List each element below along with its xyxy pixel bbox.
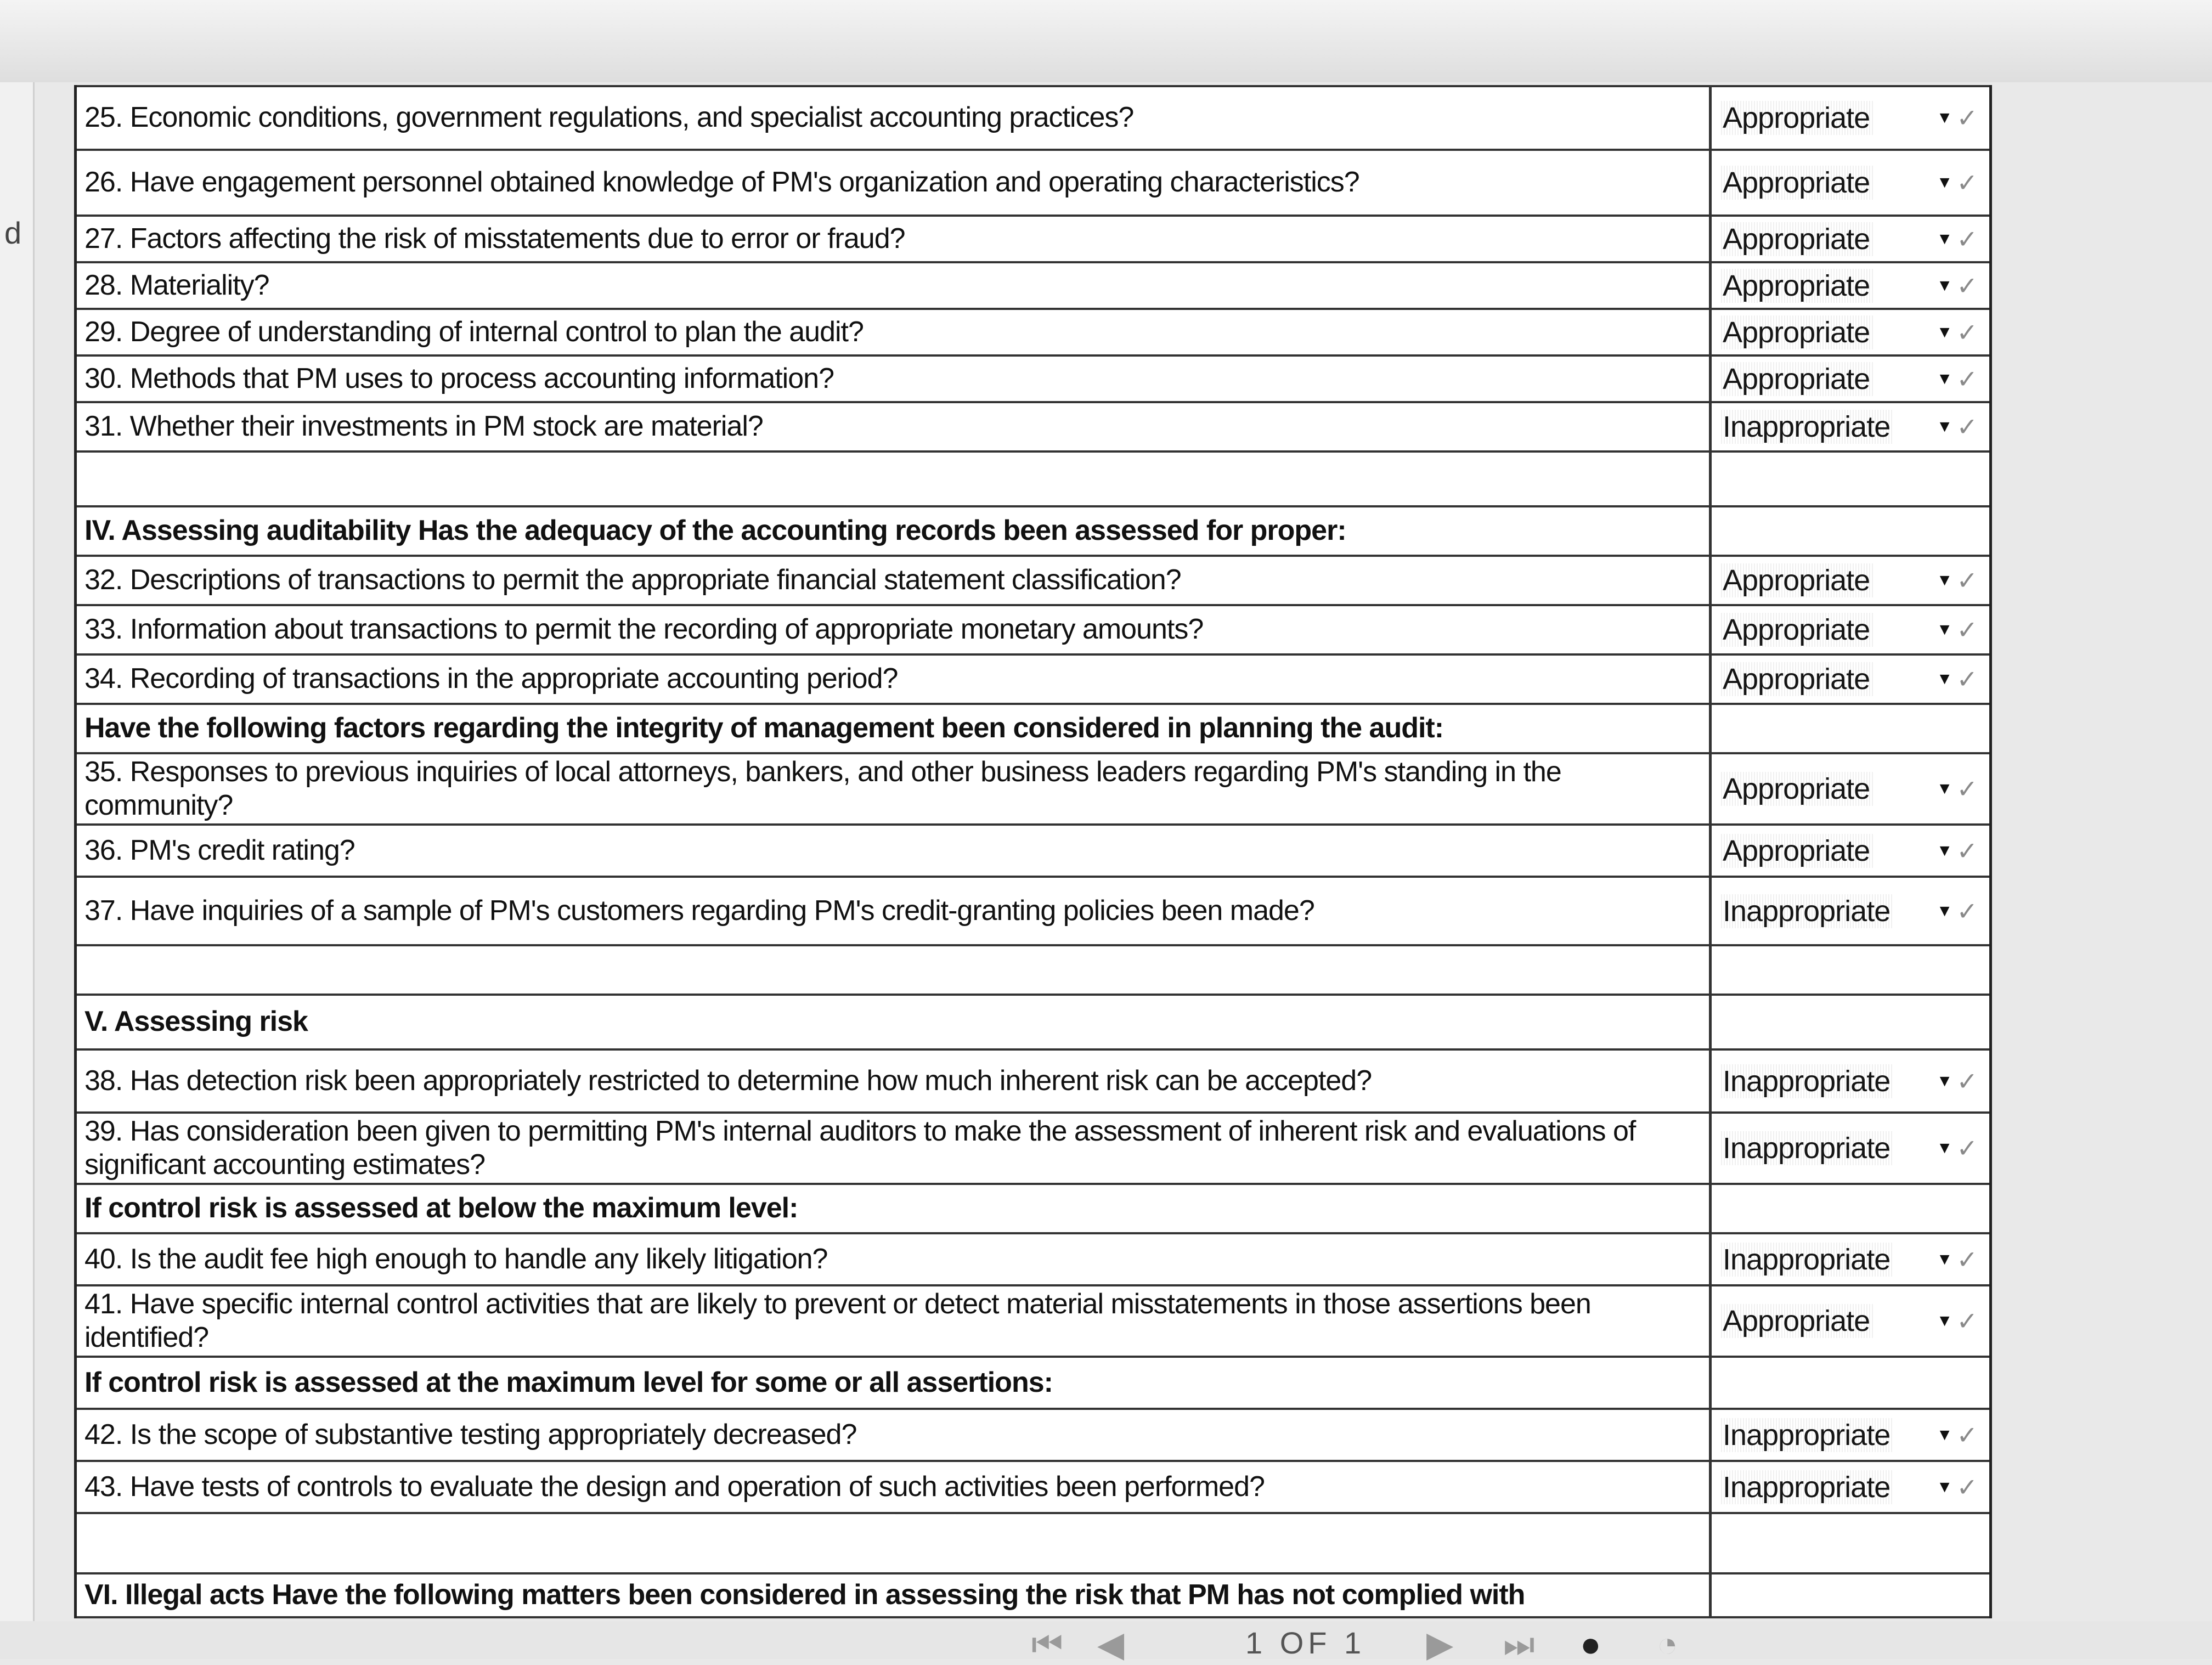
left-page-edge — [0, 82, 35, 1659]
section-heading-row — [77, 1185, 1989, 1234]
dropdown-toggle[interactable] — [1937, 103, 1977, 133]
question-text: 29. Degree of understanding of internal control to plan the audit? — [77, 310, 1712, 354]
spacer-row — [77, 453, 1989, 507]
check-icon: ✓ — [1956, 318, 1977, 347]
check-icon: ✓ — [1956, 271, 1977, 300]
check-icon: ✓ — [1956, 168, 1977, 197]
question-row — [77, 357, 1989, 403]
answer-cell — [1712, 1358, 1989, 1408]
question-text: 36. PM's credit rating? — [77, 826, 1712, 876]
question-row — [77, 606, 1989, 656]
next-page-icon[interactable]: ▶ — [1426, 1624, 1454, 1664]
answer-cell — [1712, 357, 1989, 401]
answer-dropdown[interactable]: Appropriate — [1719, 222, 1873, 256]
section-heading: If control risk is assessed at the maximum level for some or all assertions: — [77, 1358, 1712, 1408]
dropdown-arrow-icon[interactable]: ▼ — [1936, 780, 1953, 798]
dropdown-toggle[interactable] — [1937, 836, 1977, 866]
question-row — [77, 1051, 1989, 1114]
answer-cell — [1712, 826, 1989, 876]
answer-cell — [1712, 557, 1989, 604]
question-text — [77, 946, 1712, 994]
spacer-row — [77, 1514, 1989, 1574]
dropdown-arrow-icon[interactable]: ▼ — [1936, 417, 1953, 436]
dropdown-toggle[interactable] — [1937, 364, 1977, 394]
question-row — [77, 878, 1989, 946]
answer-dropdown[interactable]: Inappropriate — [1719, 1243, 1893, 1277]
dropdown-arrow-icon[interactable]: ▼ — [1936, 1071, 1953, 1090]
answer-dropdown[interactable]: Appropriate — [1719, 563, 1873, 597]
dropdown-toggle[interactable] — [1937, 1472, 1977, 1502]
section-heading-row — [77, 507, 1989, 557]
question-text: 31. Whether their investments in PM stock are material? — [77, 403, 1712, 450]
check-icon: ✓ — [1956, 413, 1977, 441]
dropdown-toggle[interactable] — [1937, 1306, 1977, 1336]
dropdown-toggle[interactable] — [1937, 664, 1977, 694]
question-text — [77, 453, 1712, 505]
answer-cell — [1712, 453, 1989, 505]
dropdown-arrow-icon[interactable]: ▼ — [1936, 1250, 1953, 1268]
answer-cell — [1712, 87, 1989, 149]
question-text: 42. Is the scope of substantive testing appropriately decreased? — [77, 1410, 1712, 1460]
answer-cell — [1712, 1410, 1989, 1460]
dropdown-arrow-icon[interactable]: ▼ — [1936, 841, 1953, 860]
answer-dropdown[interactable]: Inappropriate — [1719, 1470, 1893, 1504]
dropdown-toggle[interactable] — [1937, 271, 1977, 301]
dropdown-arrow-icon[interactable]: ▼ — [1936, 1425, 1953, 1444]
dropdown-toggle[interactable] — [1937, 615, 1977, 645]
answer-cell — [1712, 507, 1989, 555]
answer-dropdown[interactable]: Appropriate — [1719, 1304, 1873, 1338]
check-icon: ✓ — [1956, 1420, 1977, 1449]
question-row — [77, 1234, 1989, 1286]
dropdown-arrow-icon[interactable]: ▼ — [1936, 109, 1953, 127]
question-text: 27. Factors affecting the risk of misstatements due to error or fraud? — [77, 217, 1712, 261]
question-row — [77, 263, 1989, 310]
answer-cell — [1712, 1462, 1989, 1512]
check-icon: ✓ — [1956, 616, 1977, 644]
answer-dropdown[interactable]: Appropriate — [1719, 166, 1873, 200]
question-text: 39. Has consideration been given to permitting PM's internal auditors to make the assessment of inherent risk and evaluations of significant accounting estimates? — [77, 1114, 1712, 1183]
answer-dropdown[interactable]: Inappropriate — [1719, 410, 1893, 444]
section-heading: VI. Illegal acts Have the following matters been considered in assessing the risk that PM has not complied with — [77, 1574, 1712, 1616]
section-heading-row — [77, 996, 1989, 1051]
dropdown-arrow-icon[interactable]: ▼ — [1936, 369, 1953, 388]
answer-dropdown[interactable]: Appropriate — [1719, 662, 1873, 696]
previous-page-icon[interactable]: ◀ — [1097, 1624, 1125, 1664]
dropdown-arrow-icon[interactable]: ▼ — [1936, 173, 1953, 191]
question-text: 38. Has detection risk been appropriately restricted to determine how much inherent risk can be accepted? — [77, 1051, 1712, 1111]
dropdown-toggle[interactable] — [1937, 1245, 1977, 1274]
answer-cell — [1712, 705, 1989, 752]
answer-cell — [1712, 1051, 1989, 1111]
question-text: 34. Recording of transactions in the appropriate accounting period? — [77, 656, 1712, 703]
dropdown-arrow-icon[interactable]: ▼ — [1936, 1477, 1953, 1496]
dropdown-arrow-icon[interactable]: ▼ — [1936, 670, 1953, 688]
check-icon: ✓ — [1956, 364, 1977, 393]
answer-cell — [1712, 946, 1989, 994]
audit-questionnaire-table — [74, 85, 1992, 1618]
page-indicator: 1 OF 1 — [1245, 1626, 1366, 1660]
question-text: 25. Economic conditions, government regulations, and specialist accounting practices? — [77, 87, 1712, 149]
answer-dropdown[interactable]: Inappropriate — [1719, 1064, 1893, 1098]
question-row — [77, 151, 1989, 217]
answer-cell — [1712, 1286, 1989, 1356]
answer-dropdown[interactable]: Inappropriate — [1719, 1131, 1893, 1165]
answer-dropdown[interactable]: Appropriate — [1719, 613, 1873, 647]
section-heading-row — [77, 705, 1989, 754]
dropdown-toggle[interactable] — [1937, 168, 1977, 197]
dropdown-arrow-icon[interactable]: ▼ — [1936, 1139, 1953, 1157]
check-icon: ✓ — [1956, 1472, 1977, 1502]
dropdown-arrow-icon[interactable]: ▼ — [1936, 229, 1953, 248]
question-text: 40. Is the audit fee high enough to handle any likely litigation? — [77, 1234, 1712, 1284]
section-heading: IV. Assessing auditability Has the adequacy of the accounting records been assessed for proper: — [77, 507, 1712, 555]
check-icon: ✓ — [1956, 566, 1977, 595]
answer-cell — [1712, 1185, 1989, 1232]
answer-cell — [1712, 1514, 1989, 1572]
answer-cell — [1712, 996, 1989, 1048]
dropdown-arrow-icon[interactable]: ▼ — [1936, 1312, 1953, 1330]
dropdown-toggle[interactable] — [1937, 412, 1977, 442]
question-row — [77, 85, 1989, 151]
dropdown-toggle[interactable] — [1937, 224, 1977, 254]
answer-dropdown[interactable]: Appropriate — [1719, 315, 1873, 349]
check-icon: ✓ — [1956, 836, 1977, 865]
answer-cell — [1712, 1234, 1989, 1284]
dropdown-arrow-icon[interactable]: ▼ — [1936, 620, 1953, 639]
section-heading: Have the following factors regarding the integrity of management been considered in planning the audit: — [77, 705, 1712, 752]
dropdown-toggle[interactable] — [1937, 566, 1977, 595]
question-text: 41. Have specific internal control activities that are likely to prevent or detect material misstatements in those assertions been identified? — [77, 1286, 1712, 1356]
question-text: 26. Have engagement personnel obtained knowledge of PM's organization and operating characteristics? — [77, 151, 1712, 215]
answer-dropdown[interactable]: Appropriate — [1719, 772, 1873, 806]
dropdown-toggle[interactable] — [1937, 896, 1977, 926]
section-heading: V. Assessing risk — [77, 996, 1712, 1048]
last-page-icon[interactable]: ⏭ — [1503, 1624, 1535, 1664]
section-heading: If control risk is assessed at below the maximum level: — [77, 1185, 1712, 1232]
question-text: 35. Responses to previous inquiries of local attorneys, bankers, and other business leaders regarding PM's standing in the community? — [77, 754, 1712, 823]
answer-cell — [1712, 1574, 1989, 1616]
check-icon: ✓ — [1956, 1245, 1977, 1274]
dropdown-toggle[interactable] — [1937, 318, 1977, 347]
question-row — [77, 403, 1989, 453]
dropdown-toggle[interactable] — [1937, 1066, 1977, 1096]
section-heading-row — [77, 1574, 1989, 1618]
first-page-icon[interactable]: ⏮ — [1031, 1624, 1063, 1664]
question-row — [77, 1462, 1989, 1514]
question-row — [77, 754, 1989, 826]
answer-cell — [1712, 656, 1989, 703]
question-text: 33. Information about transactions to permit the recording of appropriate monetary amounts? — [77, 606, 1712, 653]
check-icon: ✓ — [1956, 896, 1977, 925]
question-row — [77, 1410, 1989, 1462]
question-row — [77, 656, 1989, 705]
question-row — [77, 557, 1989, 606]
question-text: 28. Materiality? — [77, 263, 1712, 308]
question-text: 30. Methods that PM uses to process accounting information? — [77, 357, 1712, 401]
refresh-icon[interactable]: ◔ — [1657, 1624, 1678, 1664]
answer-cell — [1712, 217, 1989, 261]
check-icon: ✓ — [1956, 1134, 1977, 1162]
dropdown-arrow-icon[interactable]: ▼ — [1936, 276, 1953, 295]
dropdown-arrow-icon[interactable]: ▼ — [1936, 901, 1953, 920]
dropdown-toggle[interactable] — [1937, 1133, 1977, 1163]
answer-cell — [1712, 754, 1989, 823]
section-heading-row — [77, 1358, 1989, 1410]
answer-dropdown[interactable]: Appropriate — [1719, 269, 1873, 303]
answer-cell — [1712, 878, 1989, 944]
question-text: 37. Have inquiries of a sample of PM's customers regarding PM's credit-granting policies been made? — [77, 878, 1712, 944]
answer-dropdown[interactable]: Appropriate — [1719, 101, 1873, 135]
answer-dropdown[interactable]: Inappropriate — [1719, 894, 1893, 928]
answer-cell — [1712, 606, 1989, 653]
top-toolbar — [0, 0, 2212, 82]
question-text: 43. Have tests of controls to evaluate the design and operation of such activities been performed? — [77, 1462, 1712, 1512]
answer-cell — [1712, 1114, 1989, 1183]
check-icon: ✓ — [1956, 775, 1977, 803]
answer-dropdown[interactable]: Inappropriate — [1719, 1418, 1893, 1452]
question-text: 32. Descriptions of transactions to permit the appropriate financial statement classification? — [77, 557, 1712, 604]
spacer-row — [77, 946, 1989, 996]
check-icon: ✓ — [1956, 104, 1977, 132]
question-row — [77, 217, 1989, 263]
answer-cell — [1712, 263, 1989, 308]
question-row — [77, 1286, 1989, 1358]
question-row — [77, 826, 1989, 878]
answer-cell — [1712, 403, 1989, 450]
check-icon: ✓ — [1956, 1066, 1977, 1096]
check-icon: ✓ — [1956, 224, 1977, 253]
answer-dropdown[interactable]: Appropriate — [1719, 362, 1873, 396]
check-icon: ✓ — [1956, 665, 1977, 693]
dropdown-arrow-icon[interactable]: ▼ — [1936, 323, 1953, 341]
margin-text: d — [4, 216, 22, 250]
question-row — [77, 310, 1989, 357]
help-icon[interactable]: ● — [1580, 1624, 1601, 1664]
dropdown-arrow-icon[interactable]: ▼ — [1936, 571, 1953, 589]
question-text — [77, 1514, 1712, 1572]
answer-dropdown[interactable]: Appropriate — [1719, 834, 1873, 868]
question-row — [77, 1114, 1989, 1185]
dropdown-toggle[interactable] — [1937, 774, 1977, 804]
dropdown-toggle[interactable] — [1937, 1420, 1977, 1450]
answer-cell — [1712, 151, 1989, 215]
answer-cell — [1712, 310, 1989, 354]
check-icon: ✓ — [1956, 1307, 1977, 1335]
